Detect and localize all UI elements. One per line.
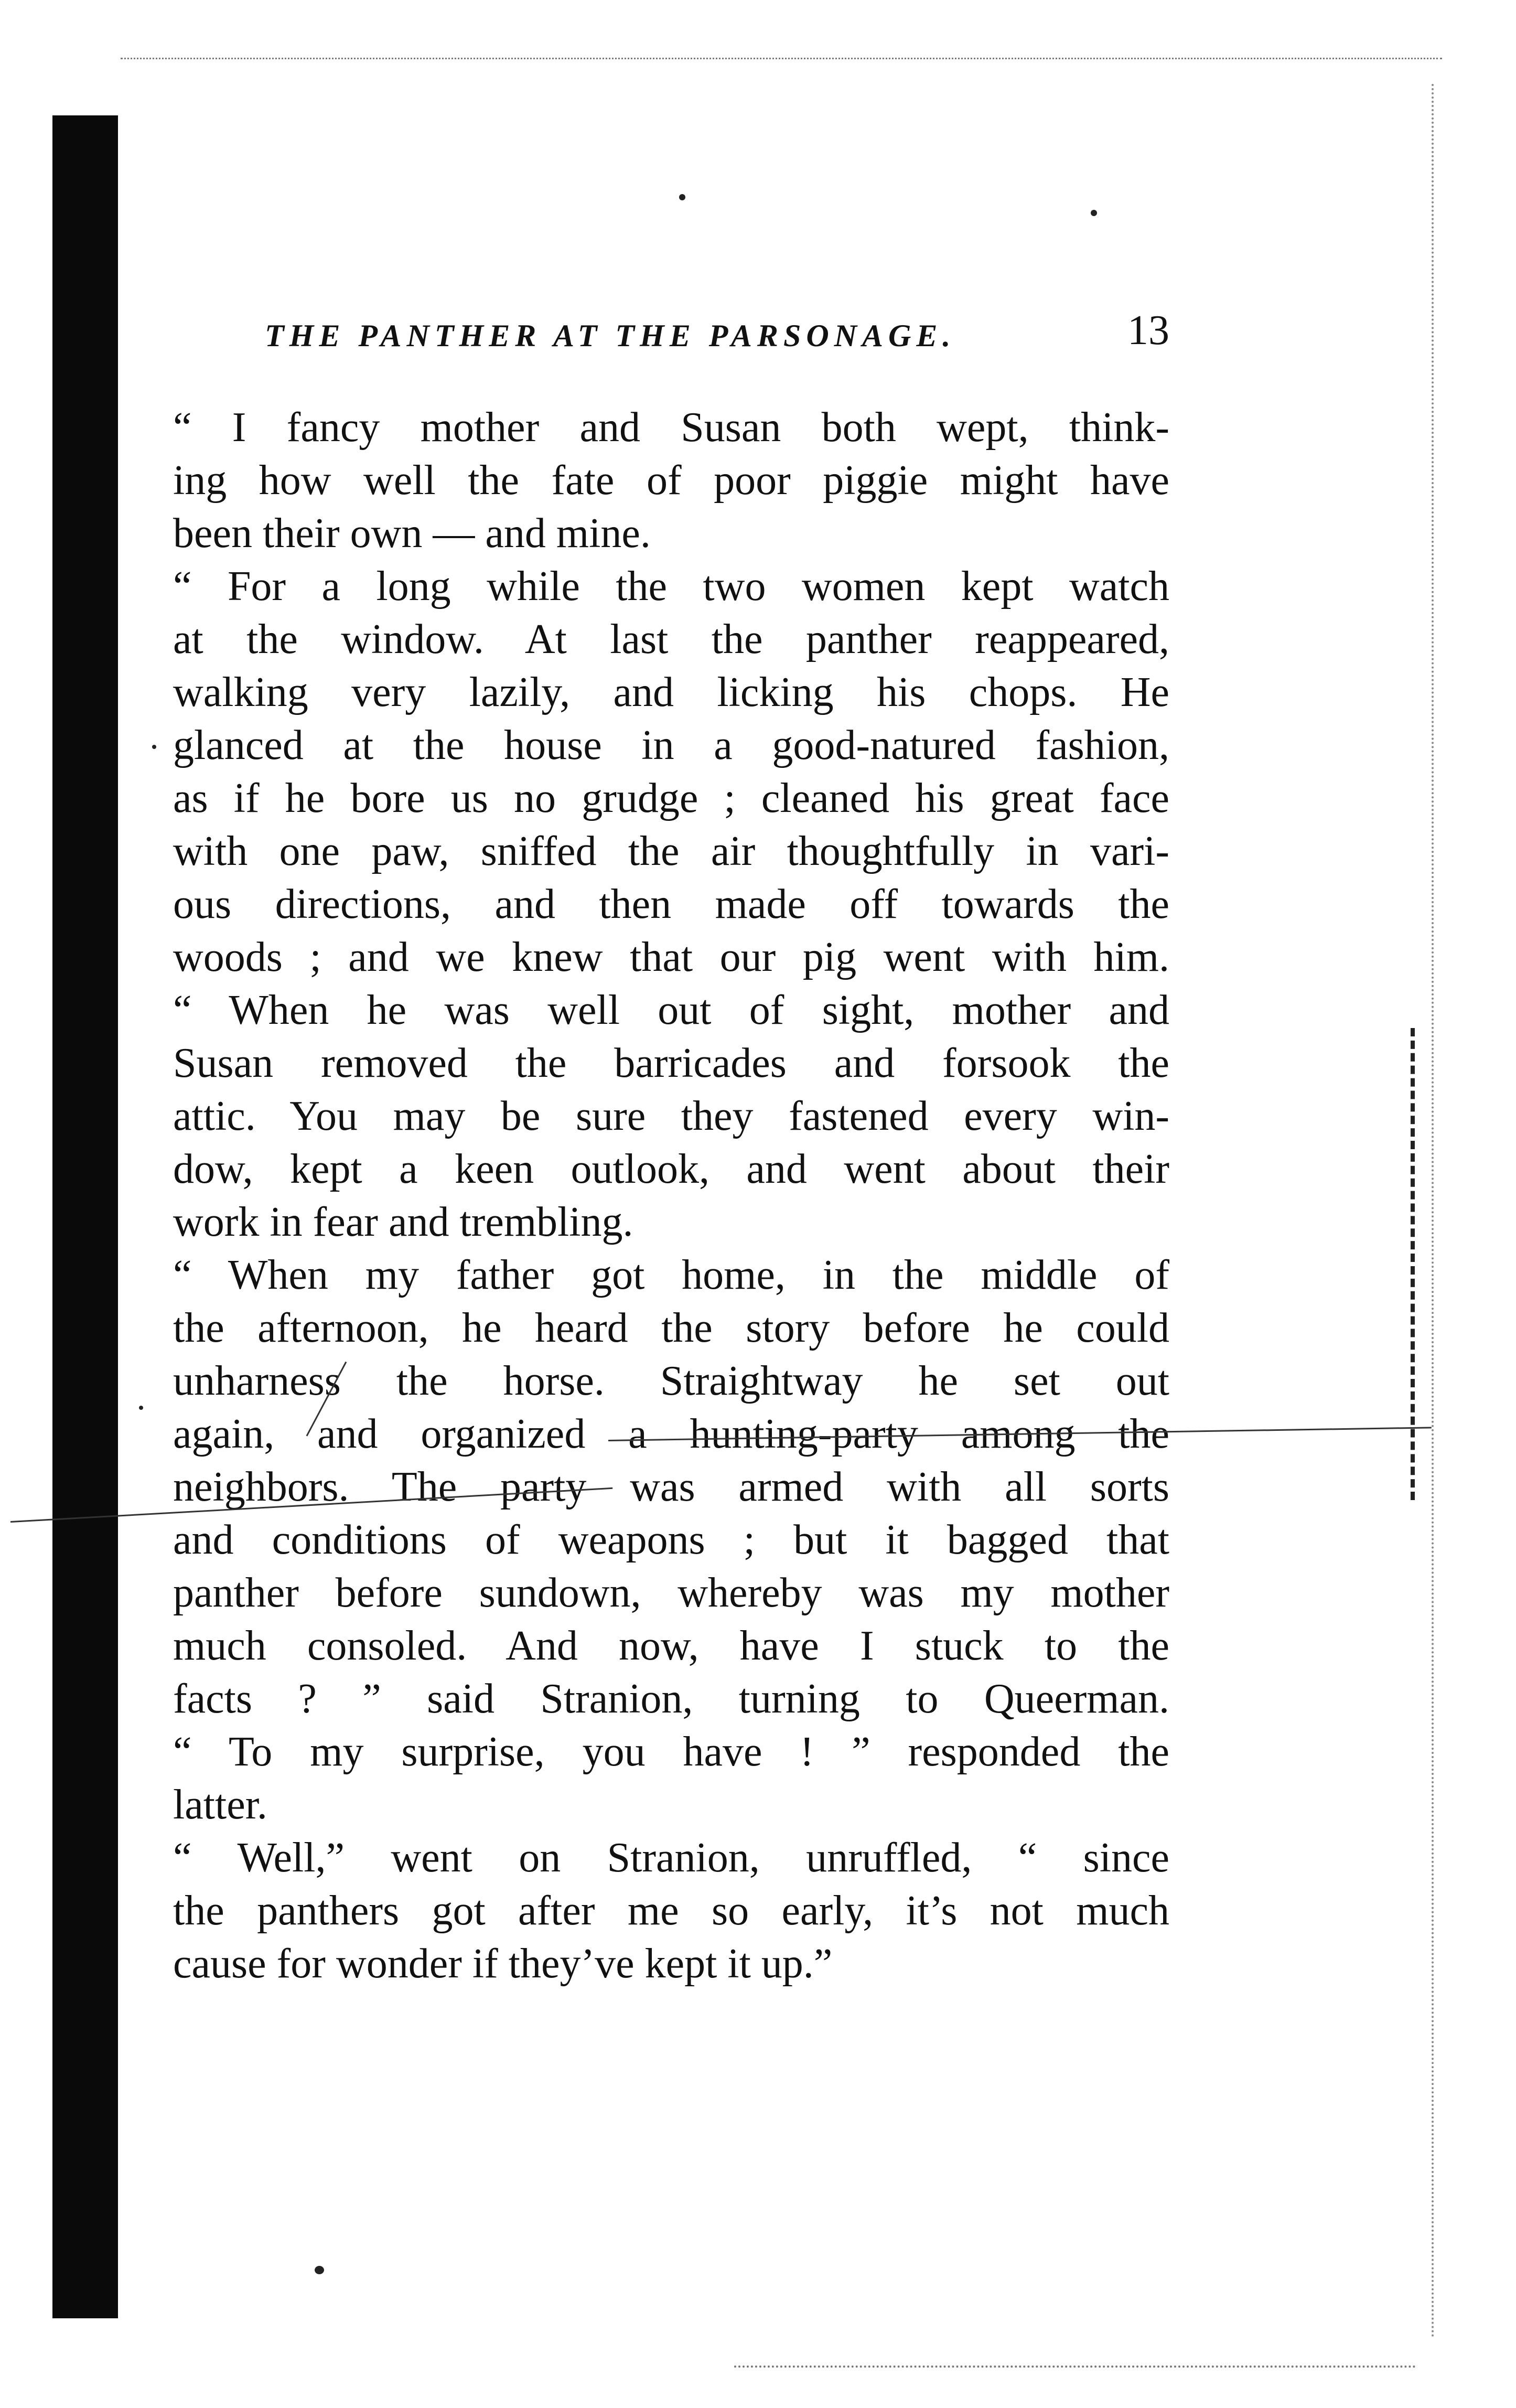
text-line: cause for wonder if they’ve kept it up.” xyxy=(173,1941,833,1987)
text-line: work in fear and trembling. xyxy=(173,1199,633,1245)
text-line: with one paw, sniffed the air thoughtfully in vari- xyxy=(173,828,1169,874)
text-line: dow, kept a keen outlook, and went about their xyxy=(173,1146,1169,1192)
text-line: at the window. At last the panther reappeared, xyxy=(173,616,1169,662)
text-line: neighbors. The party was armed with all sorts xyxy=(173,1464,1169,1510)
binding-shadow xyxy=(52,115,118,2318)
page-top-edge xyxy=(121,58,1442,59)
ink-speck xyxy=(152,745,156,749)
text-line: “ When he was well out of sight, mother and xyxy=(173,987,1169,1033)
text-line: again, and organized a hunting-party among the xyxy=(173,1411,1169,1457)
page-right-edge xyxy=(1432,84,1434,2339)
ink-speck xyxy=(315,2266,324,2274)
text-line: “ Well,” went on Stranion, unruffled, “ since xyxy=(173,1835,1169,1881)
text-line: the panthers got after me so early, it’s not much xyxy=(173,1888,1169,1934)
text-line: much consoled. And now, have I stuck to the xyxy=(173,1623,1169,1669)
text-line: unharness the horse. Straightway he set out xyxy=(173,1358,1169,1404)
page-bottom-edge xyxy=(734,2366,1416,2368)
text-line: the afternoon, he heard the story before he could xyxy=(173,1305,1169,1351)
text-line: facts ? ” said Stranion, turning to Queerman. xyxy=(173,1676,1169,1722)
running-head: THE PANTHER AT THE PARSONAGE. xyxy=(265,318,956,353)
text-line: panther before sundown, whereby was my mother xyxy=(173,1570,1169,1616)
ink-speck xyxy=(139,1406,143,1410)
text-line: glanced at the house in a good-natured fashion, xyxy=(173,722,1169,768)
text-line: “ For a long while the two women kept watch xyxy=(173,563,1169,609)
text-line: woods ; and we knew that our pig went with him. xyxy=(173,934,1169,980)
body-text xyxy=(173,401,1169,2080)
ink-speck xyxy=(1091,210,1097,216)
text-line: ous directions, and then made off towards the xyxy=(173,881,1169,927)
ink-speck xyxy=(679,194,685,200)
text-line: walking very lazily, and licking his chops. He xyxy=(173,669,1169,715)
text-line: “ When my father got home, in the middle of xyxy=(173,1252,1169,1298)
margin-marks xyxy=(1411,1028,1420,1500)
text-line: latter. xyxy=(173,1782,267,1828)
text-line: as if he bore us no grudge ; cleaned his great face xyxy=(173,775,1169,821)
text-line: “ To my surprise, you have ! ” responded the xyxy=(173,1729,1169,1775)
text-line: and conditions of weapons ; but it bagged that xyxy=(173,1517,1169,1563)
page-number: 13 xyxy=(1127,307,1169,354)
text-line: attic. You may be sure they fastened every win- xyxy=(173,1093,1169,1139)
text-line: been their own — and mine. xyxy=(173,510,651,556)
text-line: Susan removed the barricades and forsook the xyxy=(173,1040,1169,1086)
text-line: “ I fancy mother and Susan both wept, think- xyxy=(173,404,1169,451)
text-line: ing how well the fate of poor piggie might have xyxy=(173,457,1169,504)
